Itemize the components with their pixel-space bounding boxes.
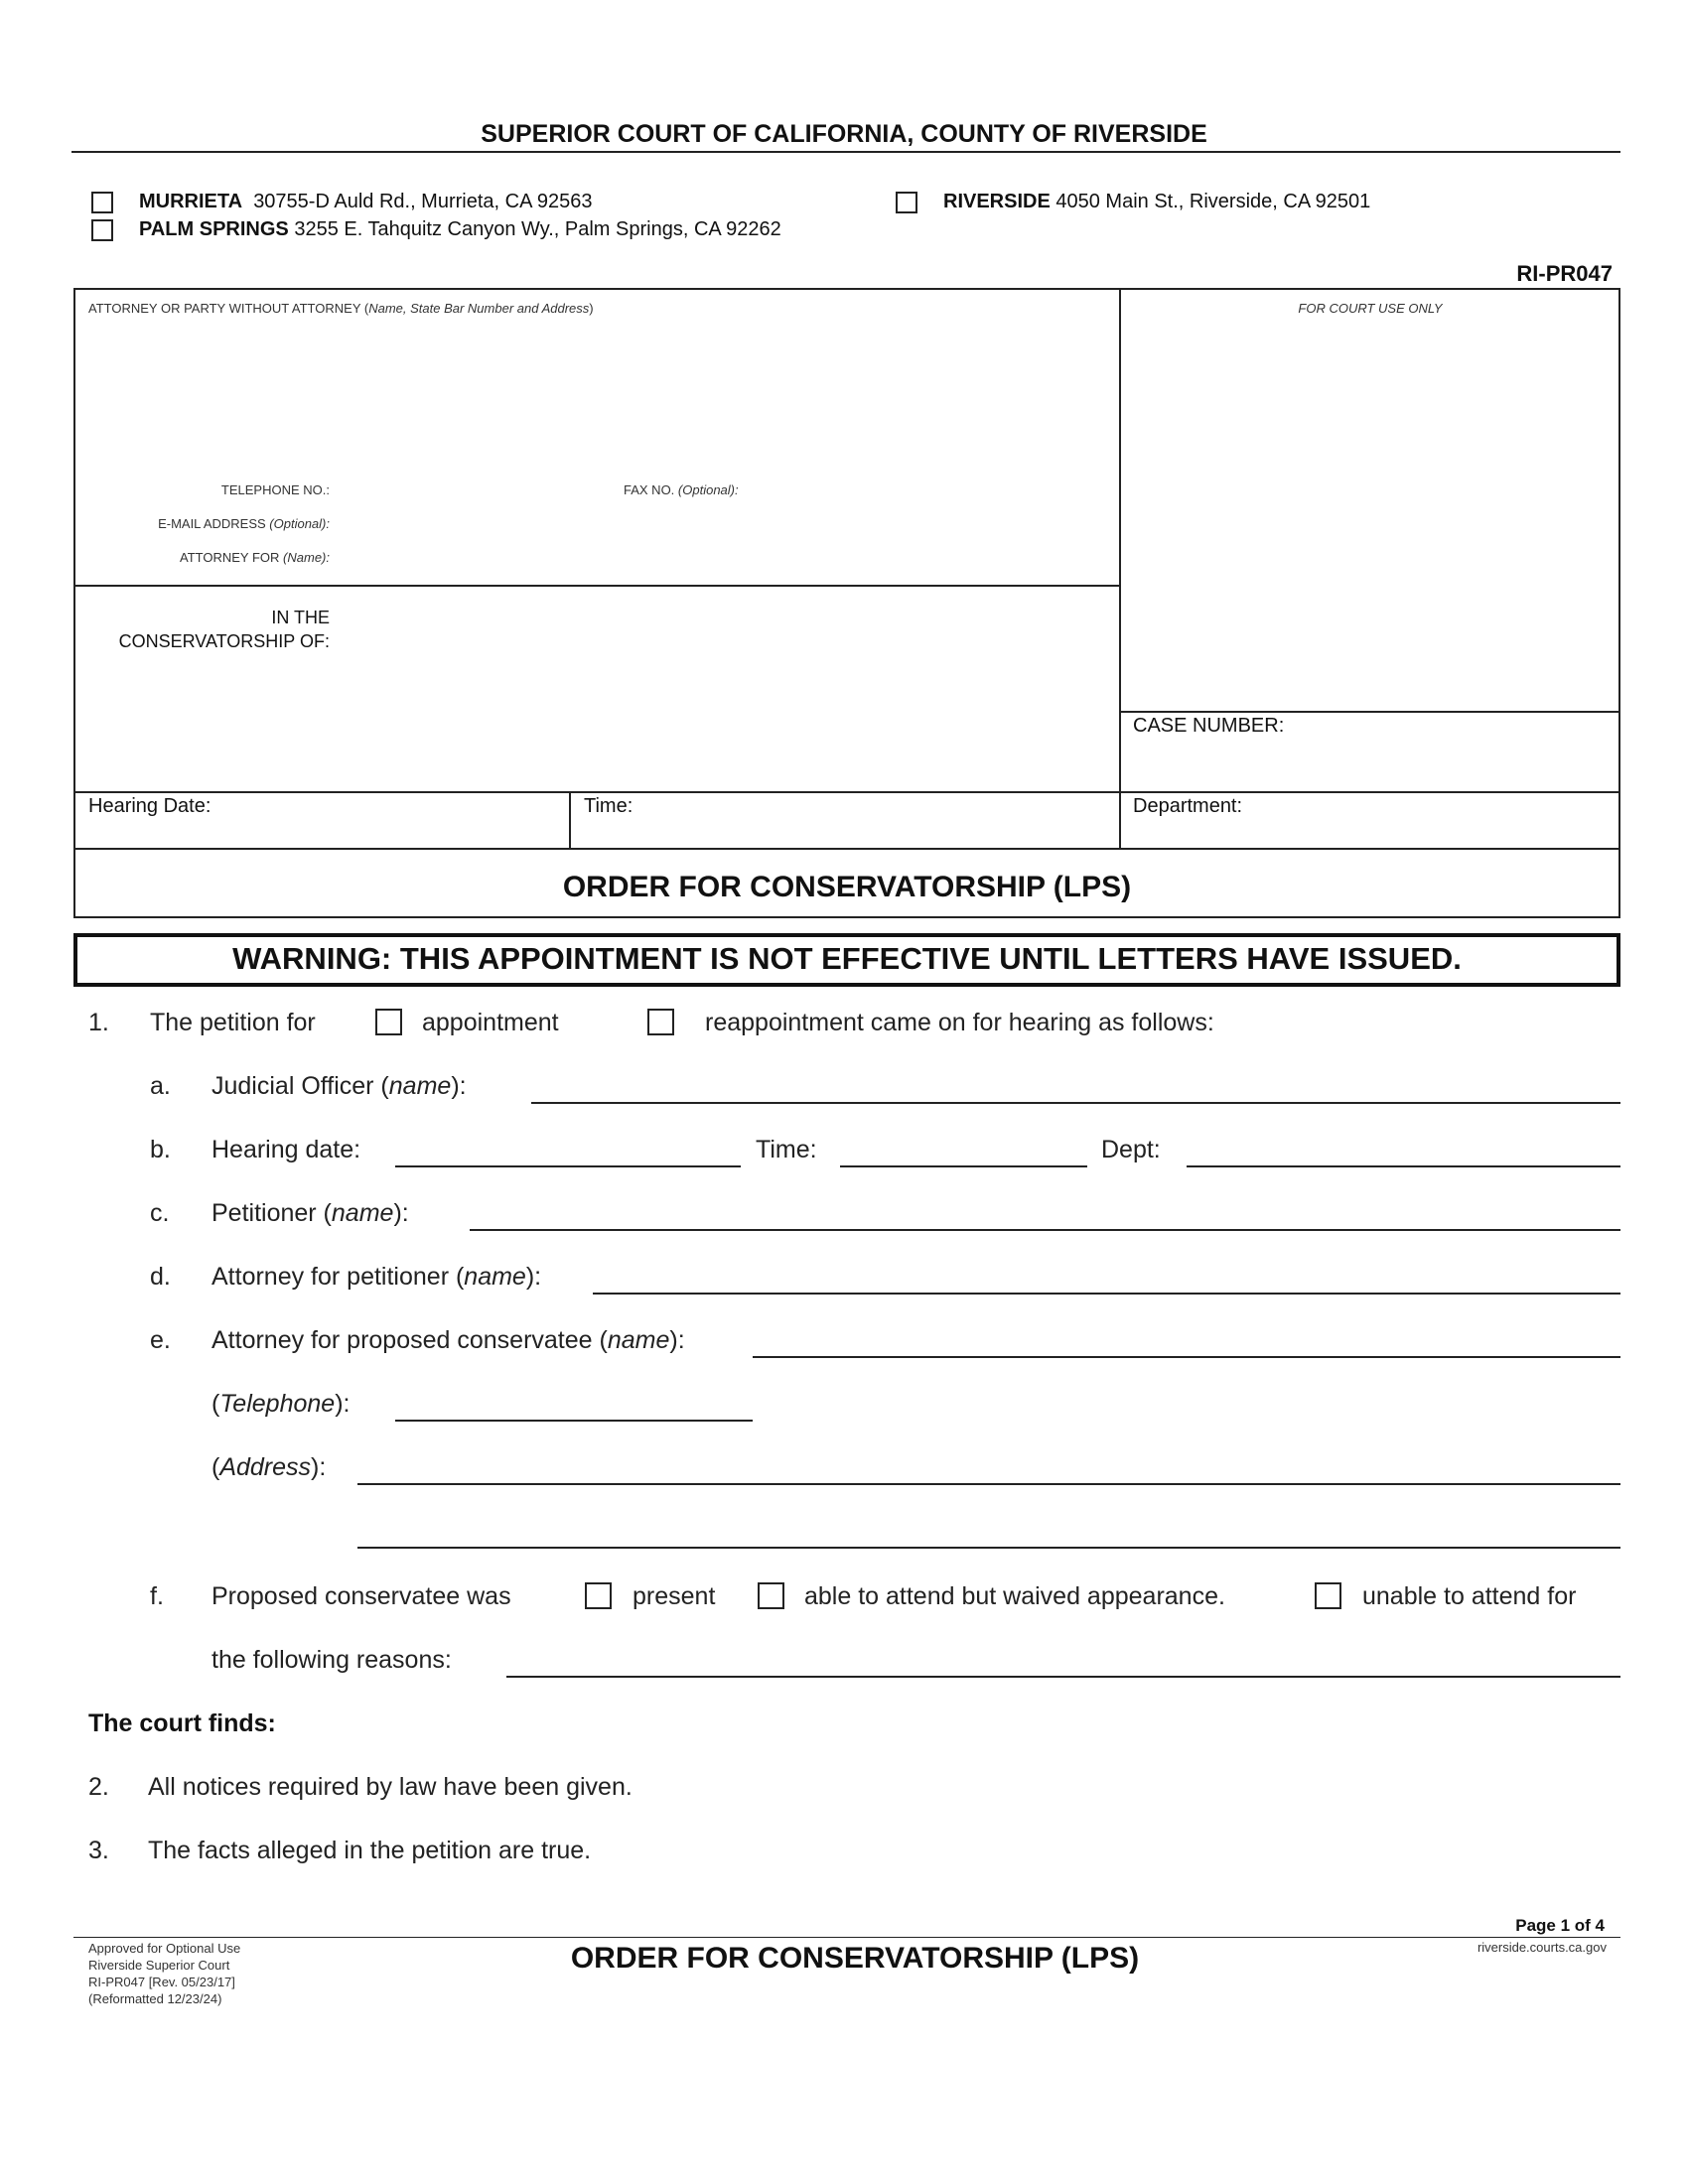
hearing-row-top xyxy=(73,791,1620,793)
footer-website: riverside.courts.ca.gov xyxy=(1477,1940,1607,1955)
riverside-location: RIVERSIDE 4050 Main St., Riverside, CA 92501 xyxy=(943,191,1371,212)
attorney-conservatee-label: Attorney for proposed conservatee (name): xyxy=(211,1326,685,1354)
item-1-intro: The petition for xyxy=(150,1009,316,1036)
reasons-field[interactable] xyxy=(506,1676,1620,1678)
footer-title: ORDER FOR CONSERVATORSHIP (LPS) xyxy=(570,1942,1140,1975)
court-title: SUPERIOR COURT OF CALIFORNIA, COUNTY OF RIVERSIDE xyxy=(481,120,1207,148)
riverside-checkbox[interactable] xyxy=(896,192,917,213)
attorney-box-bottom xyxy=(73,585,1120,587)
footer-approved: Approved for Optional Use Riverside Superior Court RI-PR047 [Rev. 05/23/17] (Reformatted 12/23/24) xyxy=(88,1941,241,2006)
item-1b-letter: b. xyxy=(150,1136,171,1163)
attorney-petitioner-field[interactable] xyxy=(593,1293,1620,1295)
finding-3-text: The facts alleged in the petition are true. xyxy=(148,1837,592,1864)
hearing-date-field[interactable] xyxy=(395,1165,741,1167)
warning-text: WARNING: THIS APPOINTMENT IS NOT EFFECTIVE UNTIL LETTERS HAVE ISSUED. xyxy=(232,941,1462,976)
title-row-top xyxy=(73,848,1620,850)
telephone-field[interactable] xyxy=(395,1420,753,1422)
palm-springs-location: PALM SPRINGS 3255 E. Tahquitz Canyon Wy., Palm Springs, CA 92262 xyxy=(139,218,781,240)
header-rule xyxy=(71,151,1620,153)
fax-label: FAX NO. (Optional): xyxy=(624,482,739,497)
form-number: RI-PR047 xyxy=(1516,261,1613,286)
court-use-label: FOR COURT USE ONLY xyxy=(1298,301,1443,316)
hearing-divider-1 xyxy=(569,791,571,849)
court-use-bottom xyxy=(1119,711,1620,713)
attorney-petitioner-label: Attorney for petitioner (name): xyxy=(211,1263,542,1291)
item-1c-letter: c. xyxy=(150,1199,170,1227)
present-label: present xyxy=(633,1582,716,1610)
address-field-label: (Address): xyxy=(211,1453,327,1481)
conservatorship-of-label: CONSERVATORSHIP OF: xyxy=(118,631,330,651)
footer-rule xyxy=(73,1937,1620,1938)
court-finds-heading: The court finds: xyxy=(88,1709,276,1737)
murrieta-checkbox[interactable] xyxy=(91,192,113,213)
caption-divider xyxy=(1119,288,1121,849)
waived-label: able to attend but waived appearance. xyxy=(804,1582,1225,1610)
item-1e-letter: e. xyxy=(150,1326,171,1354)
item-1d-letter: d. xyxy=(150,1263,171,1291)
time-field-label: Time: xyxy=(756,1136,817,1163)
finding-2-number: 2. xyxy=(88,1773,109,1801)
attorney-label: ATTORNEY OR PARTY WITHOUT ATTORNEY (Name, State Bar Number and Address) xyxy=(88,301,594,316)
judicial-officer-label: Judicial Officer (name): xyxy=(211,1072,467,1100)
appointment-label: appointment xyxy=(422,1009,559,1036)
attorney-conservatee-field[interactable] xyxy=(753,1356,1620,1358)
in-the-label: IN THE xyxy=(271,608,330,627)
dept-field-label: Dept: xyxy=(1101,1136,1161,1163)
reappointment-label: reappointment came on for hearing as follows: xyxy=(705,1009,1214,1036)
appointment-checkbox[interactable] xyxy=(375,1009,402,1035)
item-1-number: 1. xyxy=(88,1009,109,1036)
caption-box xyxy=(73,288,1620,918)
reappointment-checkbox[interactable] xyxy=(647,1009,674,1035)
item-1a-letter: a. xyxy=(150,1072,171,1100)
unable-label: unable to attend for xyxy=(1362,1582,1577,1610)
judicial-officer-field[interactable] xyxy=(531,1102,1620,1104)
form-title: ORDER FOR CONSERVATORSHIP (LPS) xyxy=(562,871,1132,903)
finding-2-text: All notices required by law have been given. xyxy=(148,1773,633,1801)
palm-springs-checkbox[interactable] xyxy=(91,219,113,241)
attorney-for-label: ATTORNEY FOR (Name): xyxy=(180,550,330,565)
waived-checkbox[interactable] xyxy=(758,1582,784,1609)
hearing-divider-2 xyxy=(1119,791,1121,849)
item-1f-letter: f. xyxy=(150,1582,164,1610)
dept-field[interactable] xyxy=(1187,1165,1620,1167)
unable-checkbox[interactable] xyxy=(1315,1582,1341,1609)
page-number: Page 1 of 4 xyxy=(1515,1916,1605,1935)
address-field-2[interactable] xyxy=(357,1547,1620,1549)
case-number-label: CASE NUMBER: xyxy=(1133,715,1285,737)
hearing-date-label: Hearing Date: xyxy=(88,795,211,817)
petitioner-label: Petitioner (name): xyxy=(211,1199,409,1227)
time-label: Time: xyxy=(584,795,633,817)
telephone-field-label: (Telephone): xyxy=(211,1390,351,1418)
reasons-label: the following reasons: xyxy=(211,1646,452,1674)
hearing-date-field-label: Hearing date: xyxy=(211,1136,361,1163)
telephone-label: TELEPHONE NO.: xyxy=(220,482,330,497)
department-label: Department: xyxy=(1133,795,1243,817)
finding-3-number: 3. xyxy=(88,1837,109,1864)
conservatee-was-label: Proposed conservatee was xyxy=(211,1582,511,1610)
present-checkbox[interactable] xyxy=(585,1582,612,1609)
time-field[interactable] xyxy=(840,1165,1087,1167)
email-label: E-MAIL ADDRESS (Optional): xyxy=(158,516,330,531)
address-field-1[interactable] xyxy=(357,1483,1620,1485)
petitioner-field[interactable] xyxy=(470,1229,1620,1231)
murrieta-location: MURRIETA 30755-D Auld Rd., Murrieta, CA 92563 xyxy=(139,191,593,212)
